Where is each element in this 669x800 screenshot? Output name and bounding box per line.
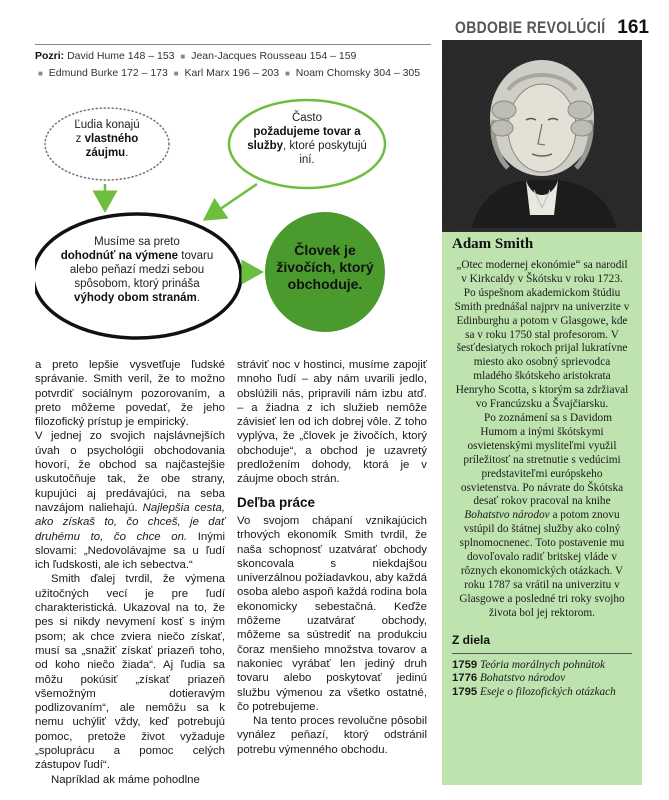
bubble-agreement xyxy=(53,235,221,305)
bubble-text: . xyxy=(125,147,129,159)
running-head xyxy=(422,17,649,39)
bubble-strong: výhody obom stranám xyxy=(74,292,197,304)
bubble-strong: Človek je živočích, ktorý obchoduje. xyxy=(276,242,374,292)
paragraph: Vo svojom chápaní vznikajúcich trhových ekonomík Smith tvrdil, že naša schopnosť uzatvárať obchody skoncovala s niekdajšou univerzálnou požiadavkou, aby každá osoba alebo aspoň každá rodina bola ekonomicky sebestačná. Keďže môžeme uzatvárať obchody, môžeme sa sústrediť na produkciu čoraz menšieho množstva tovarov a nakoniec vyrábať len jediný druh tovaru alebo poskytovať jedinú službu výmenou za všetko ostatné, čo potrebujeme. xyxy=(237,514,427,713)
see-also xyxy=(35,44,431,82)
bubble-text: Ľudia konajú xyxy=(74,119,140,131)
bullet-icon: ■ xyxy=(173,69,179,78)
paragraph xyxy=(35,429,225,572)
work-year: 1776 xyxy=(452,672,478,685)
bullet-icon: ■ xyxy=(180,52,186,61)
bubble-self-interest xyxy=(57,118,157,160)
paragraph-text: Inými slovami: „Nedovolávajme sa u ľudí ich ľudskosti, ale ich sebectva.“ xyxy=(35,530,225,572)
bubble-conclusion xyxy=(275,242,375,293)
work-item xyxy=(452,686,632,700)
see-also-item[interactable]: Jean-Jacques Rousseau 154 – 159 xyxy=(191,50,357,62)
body-column-middle xyxy=(237,358,427,757)
work-title: Teória morálnych pohnútok xyxy=(479,658,606,671)
paragraph: stráviť noc v hostinci, musíme zapojiť mnoho ľudí – aby nám uvarili jedlo, obslúžili nás, pripravili nám izbu atď. – a žiadna z ich služieb nemôže závisieť len od ich dobrej vôle. Z toho vyplýva, že „človek je živočích, ktorý obchoduje“, a obchod je uzavretý predložením dohody, ktorá je v záujme oboch strán. xyxy=(237,359,427,486)
work-title: Bohatstvo národov xyxy=(479,672,566,685)
arrow-2-to-3 xyxy=(207,184,257,218)
section-title: OBDOBIE REVOLÚCIÍ xyxy=(454,18,606,37)
paragraph: Napríklad ak máme pohodlne xyxy=(51,773,200,786)
bullet-icon: ■ xyxy=(285,69,290,78)
paragraph-text: a potom znovu vstúpil do štátnej služby ako colný splnomocnenec. Toto postavenie mu dovoľovalo radiť britskej vláde v rôznych ekonomických otázkach. V roku 1787 sa vrátil na univerzitu v Glasgowe a posledné tri roky svojho života bol jej rektorom. xyxy=(459,509,625,619)
paragraph: Na tento proces revolučne pôsobil vynález peňazí, ktorý odstránil potrebu výmenného obchodu. xyxy=(237,715,427,756)
bubble-text: , ktoré poskytujú iní. xyxy=(283,140,367,166)
body-column-left xyxy=(35,358,225,787)
bubble-text: Často xyxy=(291,112,323,124)
bullet-icon: ■ xyxy=(38,69,43,78)
see-also-item[interactable]: Edmund Burke 172 – 173 xyxy=(48,67,168,79)
bubble-text: tovaru alebo peňazí medzi sebou spôsobom, ktorý prináša xyxy=(69,250,214,290)
work-item xyxy=(452,672,632,686)
bubble-strong: vlastného záujmu xyxy=(84,133,139,159)
portrait-engraving xyxy=(442,40,642,228)
paragraph: „Otec modernej ekonómie“ sa narodil v Kirkcaldy v Škótsku v roku 1723. Po úspešnom akademickom štúdiu Smith prednášal najprv na univerzite v Edinburghu a potom v Glasgowe, kde sa v roku 1750 stal profesorom. V šesťdesiatych rokoch prijal lukratívne miesto ako osobný sprievodca mladého škótskeho aristokrata Henryho Scotta, s ktorým sa zdržiaval vo Francúzsku a Švajčiarsku. xyxy=(454,259,630,411)
works-list xyxy=(452,653,632,701)
biography-box xyxy=(442,228,642,785)
portrait-image xyxy=(442,40,642,228)
bubble-strong: požadujeme tovar a služby xyxy=(247,126,361,152)
paragraph xyxy=(454,412,630,621)
quote: Najlepšia cesta, ako získaš to, čo chceš, je dať druhému to, čo chce on. xyxy=(35,501,225,543)
paragraph-text: V jednej zo svojich najslávnejších úvah o psychológii obchodovania hovorí, že obchod sa najčastejšie uskutočňuje tak, že obe strany, kupujúci aj predávajúci, na seba navzájom naliehajú. xyxy=(35,430,225,514)
see-also-item[interactable]: David Hume 148 – 153 xyxy=(67,50,175,62)
paragraph-text: Po zoznámení sa s Davidom Humom a inými škótskymi osvietenskými mysliteľmi využil príležitosť na stretnutie s vedúcimi predstaviteľmi európskeho osvietenstva. Po návrate do Škótska desať rokov pracoval na knihe xyxy=(460,411,624,508)
section-heading: Deľba práce xyxy=(237,494,315,510)
work-item xyxy=(452,659,632,673)
idea-diagram xyxy=(35,86,431,356)
work-year: 1795 xyxy=(452,686,478,699)
person-name: Adam Smith xyxy=(452,236,534,252)
paragraph: Smith ďalej tvrdil, že výmena užitočných vecí je pre ľudí charakteristická. Ukazoval na to, že pes si nikdy nevymení kosť s iným psom; ak chce zviera niečo získať, musí sa „snažiť získať priazeň toho, od koho niečo žiada“. Aj ľudia sa môžu pokúsiť „získať priazeň všemožným dotieravým podlizovaním“, ale nemôžu sa k nemu uchýliť vždy, keď potrebujú pomoc, pretože život vyžaduje „spoluprácu a pomoc celých zástupov ľudí“. xyxy=(35,573,225,772)
work-year: 1759 xyxy=(452,658,478,671)
bubble-demand xyxy=(245,111,369,167)
page-number: 161 xyxy=(617,17,649,38)
works-heading: Z diela xyxy=(452,632,491,647)
bubble-text: z xyxy=(75,133,85,145)
see-also-item[interactable]: Karl Marx 196 – 203 xyxy=(184,67,280,79)
biography-sidebar xyxy=(442,40,642,785)
bubble-strong: dohodnúť na výmene xyxy=(60,250,179,262)
book-title: Bohatstvo národov xyxy=(464,509,550,522)
bubble-text: . xyxy=(196,292,200,304)
work-title: Eseje o filozofických otázkach xyxy=(479,686,616,699)
see-also-label: Pozri: xyxy=(35,50,65,62)
see-also-item[interactable]: Noam Chomsky 304 – 305 xyxy=(295,67,421,79)
biography-text xyxy=(442,253,642,621)
bubble-text: Musíme sa preto xyxy=(94,236,180,248)
paragraph: a preto lepšie vysvetľuje ľudské správanie. Smith veril, že to možno potvrdiť sociálnym pozorovaním, a preto môžeme povedať, že jeho filozofický prístup je empirický. xyxy=(35,359,225,429)
